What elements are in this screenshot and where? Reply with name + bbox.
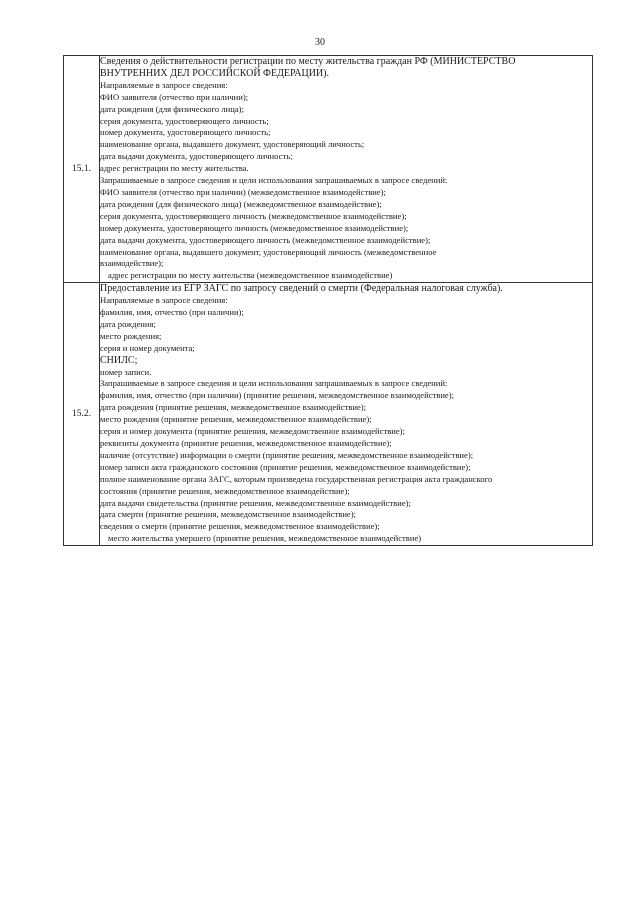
content-line: дата выдачи документа, удостоверяющего личность; <box>100 151 293 162</box>
content-line: состояния (принятие решения, межведомственное взаимодействие); <box>100 485 350 496</box>
content-line: Предоставление из ЕГР ЗАГС по запросу сведений о смерти (Федеральная налоговая служба). <box>100 283 503 295</box>
content-line: наличие (отсутствие) информации о смерти (принятие решения, межведомственное взаимодействие); <box>100 449 474 460</box>
row-number: 15.1. <box>64 56 100 283</box>
content-line: ФИО заявителя (отчество при наличии); <box>100 91 249 102</box>
content-line: адрес регистрации по месту жительства (межведомственное взаимодействие) <box>108 270 393 281</box>
content-line: полное наименование органа ЗАГС, которым произведена государственная регистрация акта гражданского <box>100 473 493 484</box>
content-line: наименование органа, выдавшего документ, удостоверяющий личность (межведомственное <box>100 246 437 257</box>
content-line: СНИЛС; <box>100 354 138 366</box>
content-line: Направляемые в запросе сведения: <box>100 295 228 306</box>
content-line: Направляемые в запросе сведения: <box>100 79 228 90</box>
table-row <box>64 283 593 546</box>
content-line: дата рождения; <box>100 318 156 329</box>
content-line: сведения о смерти (принятие решения, межведомственное взаимодействие); <box>100 521 380 532</box>
content-line: дата рождения (для физического лица) (межведомственное взаимодействие); <box>100 198 382 209</box>
row-content <box>100 283 593 546</box>
content-line: Запрашиваемые в запросе сведения и цели использования запрашиваемых в запросе сведений: <box>100 175 448 186</box>
content-line: дата рождения (принятие решения, межведомственное взаимодействие); <box>100 402 367 413</box>
content-line: номер документа, удостоверяющего личность (межведомственное взаимодействие); <box>100 222 409 233</box>
content-line: наименование органа, выдавшего документ, удостоверяющий личность; <box>100 139 365 150</box>
content-line: ФИО заявителя (отчество при наличии) (межведомственное взаимодействие); <box>100 186 386 197</box>
content-line: номер записи. <box>100 366 152 377</box>
content-line: адрес регистрации по месту жительства. <box>100 163 249 174</box>
content-line: серия документа, удостоверяющего личность; <box>100 115 269 126</box>
content-line: фамилия, имя, отчество (при наличии); <box>100 307 244 318</box>
content-line: место рождения; <box>100 330 162 341</box>
content-line: серия и номер документа (принятие решения, межведомственное взаимодействие); <box>100 426 405 437</box>
content-line: дата выдачи документа, удостоверяющего личность (межведомственное взаимодействие); <box>100 234 431 245</box>
content-line: место рождения (принятие решения, межведомственное взаимодействие); <box>100 414 372 425</box>
page-number: 30 <box>315 37 325 48</box>
row-content <box>100 56 593 283</box>
content-line: серия документа, удостоверяющего личность (межведомственное взаимодействие); <box>100 210 407 221</box>
content-line: Сведения о действительности регистрации по месту жительства граждан РФ (МИНИСТЕРСТВО <box>100 56 516 67</box>
content-line: место жительства умершего (принятие решения, межведомственное взаимодействие) <box>108 533 422 544</box>
content-line: номер документа, удостоверяющего личность; <box>100 127 271 138</box>
content-line: дата рождения (для физического лица); <box>100 103 244 114</box>
content-line: дата смерти (принятие решения, межведомственное взаимодействие); <box>100 509 356 520</box>
services-table <box>63 55 593 546</box>
content-line: ВНУТРЕННИХ ДЕЛ РОССИЙСКОЙ ФЕДЕРАЦИИ). <box>100 67 329 79</box>
content-line: дата выдачи свидетельства (принятие решения, межведомственное взаимодействие); <box>100 497 411 508</box>
content-line: Запрашиваемые в запросе сведения и цели использования запрашиваемых в запросе сведений: <box>100 378 448 389</box>
content-line: фамилия, имя, отчество (при наличии) (принятие решения, межведомственное взаимодействие); <box>100 390 455 401</box>
table-row <box>64 56 593 283</box>
content-line: взаимодействие); <box>100 258 164 269</box>
row-number: 15.2. <box>64 283 100 546</box>
content-line: реквизиты документа (принятие решения, межведомственное взаимодействие); <box>100 438 392 448</box>
content-line: номер записи акта гражданского состояния (принятие решения, межведомственное взаимодействие); <box>100 461 471 472</box>
content-line: серия и номер документа; <box>100 342 195 353</box>
